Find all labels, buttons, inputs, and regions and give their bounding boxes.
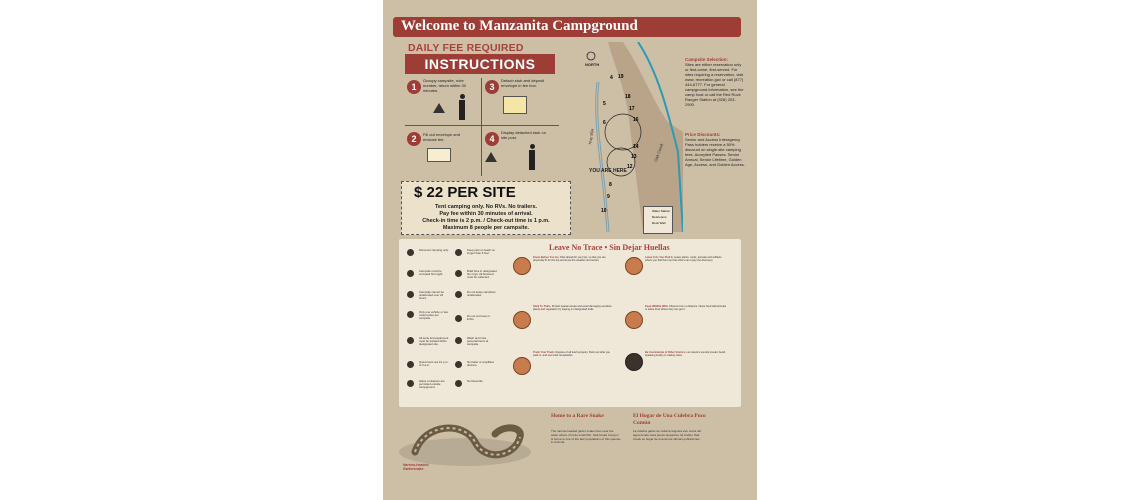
rule-icon <box>407 361 414 368</box>
principle-body: Protect riparian areas and avoid damaging sensitive plants and vegetation by staying on designated trails. <box>533 305 612 312</box>
rule-line: Tent camping only. No RVs. No trailers. <box>434 204 538 210</box>
step-text-4: Display detached stub on site post. <box>501 130 546 140</box>
rule-icon <box>407 380 414 387</box>
principle-title: Know Before You Go. <box>533 256 560 259</box>
principle-icon <box>513 257 531 275</box>
principle-icon <box>513 357 531 375</box>
rule-text: No trailer or amplified devices. <box>467 360 494 368</box>
principle-text <box>533 351 615 357</box>
snake-caption: Narrow-headed Gartersnake <box>403 463 429 471</box>
rule-text: No fireworks. <box>467 379 484 383</box>
camper-icon <box>457 94 467 120</box>
rule-text: Wash and rinse personal items at campsite. <box>467 336 489 347</box>
rule-icon <box>407 291 414 298</box>
rule-icon <box>407 249 414 256</box>
rule-text: Campsite cannot be unattended over 24 hours. <box>419 290 444 301</box>
site-number: 5 <box>603 101 606 107</box>
rule-icon <box>407 337 414 344</box>
site-number: 4 <box>610 75 613 81</box>
site-number: 6 <box>603 120 606 126</box>
rule-text: All tents and equipment must be located within designated site. <box>419 336 449 347</box>
step-number-3: 3 <box>485 80 499 94</box>
envelope-icon <box>427 148 451 162</box>
campground-map <box>583 42 671 232</box>
principle-title: Be Considerate of Other Visitors. <box>645 351 686 354</box>
principle-title: Leave It As You Find It. <box>645 256 674 259</box>
rule-icon <box>455 249 462 256</box>
instructions-banner: INSTRUCTIONS <box>405 54 555 74</box>
site-number: 14 <box>633 144 639 150</box>
fee-heading: DAILY FEE REQUIRED <box>408 42 524 54</box>
principle-title: Trash Your Trash. <box>533 351 555 354</box>
snake-title-es: El Hogar de Una Culebra Poco Común <box>633 413 706 426</box>
camper-icon <box>527 144 537 170</box>
price-box <box>401 181 571 235</box>
rule-icon <box>455 270 462 277</box>
step-divider-horizontal <box>405 125 559 126</box>
principle-icon <box>625 257 643 275</box>
principle-body: Observe from a distance. Never feed wild animals or leave food where they can get it. <box>645 305 727 312</box>
site-number: 17 <box>629 106 635 112</box>
step-number-4: 4 <box>485 132 499 146</box>
rule-text: Glass containers are permitted outside campground. <box>419 379 445 390</box>
leave-no-trace-panel <box>399 239 741 407</box>
map-legend <box>643 206 673 234</box>
rule-text: Build fires in designated fire rings. All firewood must be collected. <box>467 269 497 280</box>
tent-icon <box>433 103 445 113</box>
rule-icon <box>455 361 462 368</box>
rule-text: Dismount camping only. <box>419 248 449 252</box>
rule-text: Do not cut trees or limbs. <box>467 314 491 322</box>
step-number-2: 2 <box>407 132 421 146</box>
tent-icon <box>485 152 497 162</box>
site-number: 19 <box>618 74 624 80</box>
site-number: 9 <box>607 194 610 200</box>
discount-text: Senior and Access Interagency Pass holders receive a 50% discount on single-site camping fees. Accepted Passes: Senior Annual, Senior Lifetime, Golden Age, Access, and Golden Access. <box>685 137 745 167</box>
creek-label: Oak Creek <box>652 142 665 163</box>
rule-text: Campsite must be occupied first night. <box>419 269 444 277</box>
rule-icon <box>455 291 462 298</box>
price-discounts <box>685 132 745 167</box>
selection-text: Sites are either reservation only or first-come, first-served. For sites requiring a reservation, visit www. recreation.gov or call (877) 444-6777. For general campground information, see the camp host or call the Red Rock Ranger Station at (928) 203-2900. <box>685 62 744 107</box>
rule-icon <box>455 380 462 387</box>
rule-icon <box>407 270 414 277</box>
you-are-here-label: YOU ARE HERE <box>589 168 627 174</box>
site-number: 18 <box>625 94 631 100</box>
site-number: 12 <box>627 164 633 170</box>
principle-icon <box>513 311 531 329</box>
principle-body: Dispose of all trash properly. Pack out what you pack in, and use trash receptacles. <box>533 351 610 358</box>
principle-icon <box>625 311 643 329</box>
step-text-3: Detach stub and deposit envelope in fee box. <box>501 78 545 88</box>
lnt-title: Leave No Trace • Sin Dejar Huellas <box>549 243 670 252</box>
discount-title: Price Discounts: <box>685 132 721 137</box>
campsite-selection <box>685 57 745 107</box>
site-number: 16 <box>633 117 639 123</box>
fee-box-icon <box>503 96 527 114</box>
principle-body: Plan ahead for your trip, so that you are physically fit for the trip and know the weather and terrain. <box>533 256 606 263</box>
principle-title: Stick To Trails. <box>533 305 552 308</box>
rule-text: Quiet hours are 10 p.m. to 6 a.m. <box>419 360 449 368</box>
step-text-2: Fill out envelope and enclose fee. <box>423 132 460 142</box>
site-number: 13 <box>631 154 637 160</box>
rule-line: Check-in time is 2 p.m. / Check-out time is 1 p.m. <box>422 218 550 224</box>
snake-title-en: Home to a Rare Snake <box>551 413 604 419</box>
site-price: $ 22 PER SITE <box>414 184 516 201</box>
highway-label: Hwy 89A <box>587 128 595 145</box>
principle-text <box>645 351 727 357</box>
principle-text <box>645 256 727 262</box>
principle-body: Leave plants, rocks, animals and artifacts where you find them so that others can enjoy the discovery. <box>645 256 722 263</box>
principle-body: Let nature's sounds prevail. Avoid speaking loudly or making noise. <box>645 351 726 358</box>
principle-text <box>533 256 615 262</box>
title-bar <box>393 17 741 37</box>
rule-icon <box>455 337 462 344</box>
legend-item: Restrooms <box>652 215 667 219</box>
legend-item: Rock Wall <box>652 221 666 225</box>
campground-poster <box>383 0 757 500</box>
site-number: 8 <box>609 182 612 188</box>
snake-text-es: La culebra garter de cabeza angosta vive cerca del agua donde caza peces pequeños. El Cañón Oak Creek es hogar de una de las últimas poblaciones. <box>633 429 702 441</box>
north-label: NORTH <box>585 62 600 67</box>
rule-icon <box>455 315 462 322</box>
step-text-1: Occupy campsite, note number, return within 30 minutes. <box>423 78 466 93</box>
principle-text <box>533 305 615 311</box>
principle-text <box>645 305 727 311</box>
rule-line: Maximum 8 people per campsite. <box>442 225 530 231</box>
rule-line: Pay fee within 30 minutes of arrival. <box>439 211 533 217</box>
rule-text: Do not leave campfires unattended. <box>467 290 496 298</box>
site-number: 10 <box>601 208 607 214</box>
principle-icon <box>625 353 643 371</box>
page-title: Welcome to Manzanita Campground <box>401 18 638 34</box>
selection-title: Campsite Selection: <box>685 57 729 62</box>
rule-text: Keep pets on leash no longer than 6 feet. <box>467 248 495 256</box>
rule-icon <box>407 311 414 318</box>
rule-text: Only one vehicle or two motorcycles per campsite. <box>419 310 449 321</box>
step-number-1: 1 <box>407 80 421 94</box>
snake-text-en: The narrow-headed garter snake lives near the water where it hunts small fish. Oak Creek Canyon is home to one of the last populations of this species in Arizona. <box>551 429 621 445</box>
step-divider-vertical <box>481 78 482 176</box>
legend-item: Water Station <box>652 209 671 213</box>
map-graphic <box>583 42 683 232</box>
principle-title: Keep Wildlife Wild. <box>645 305 669 308</box>
